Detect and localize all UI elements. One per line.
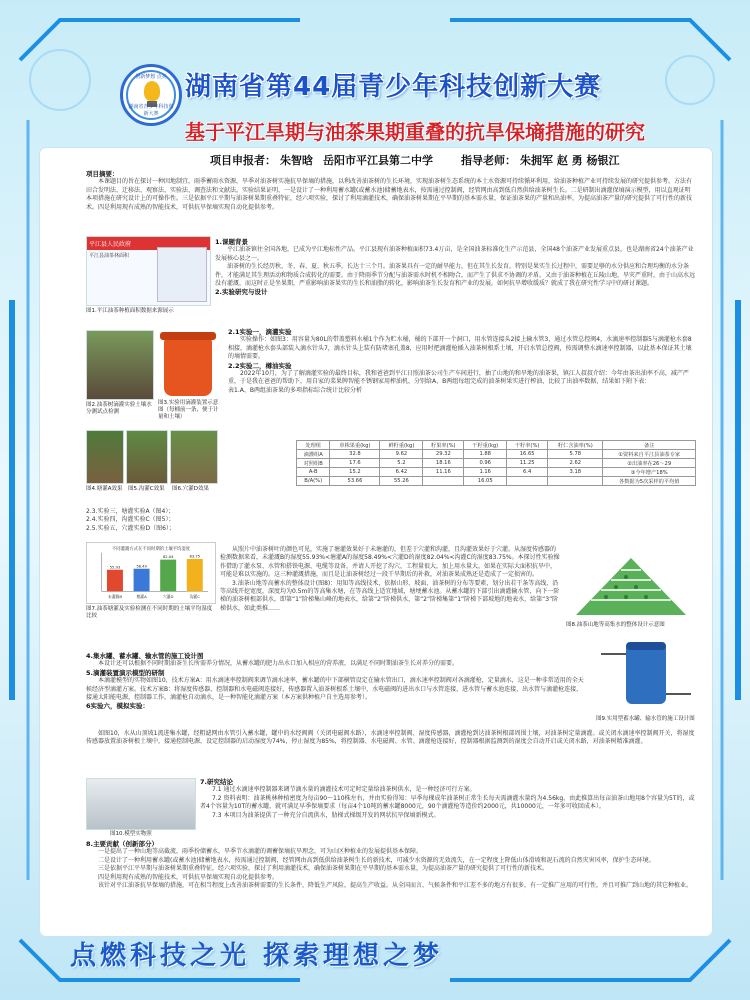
table-header-cell: 单株果重(kg) — [330, 441, 380, 450]
fig2-caption: 图2.油茶树滴灌实验土壤水分测试点检测 — [86, 402, 152, 415]
footer-slogan: 点燃科技之光 探索理想之梦 — [70, 941, 444, 971]
table-cell: 5.2 — [380, 459, 423, 468]
fig3-bucket-image — [158, 326, 218, 398]
fig6-caption: 图6.穴灌D效果 — [172, 486, 209, 492]
s73: 7.3 本项目为油茶提供了一种充分自流供水，肋梯式梯级开发的网状抗旱保墒新模式。 — [212, 811, 440, 819]
table-cell: 2.62 — [548, 459, 603, 468]
school-name: 岳阳市平江县第二中学 — [323, 154, 433, 167]
s1-p1: 平江油茶镇往全国各地，已成为平江地标性产品。平江县现有油茶种植面积73.4万亩，是全国油茶标准化生产示范县，全国48个油茶产业发展重点县，也是湖南省24个油茶产业发展核心县之一。 — [215, 246, 694, 262]
chart-value-label: 83.75 — [189, 554, 201, 559]
table-cell: 9.62 — [380, 450, 423, 459]
table-header-row — [297, 441, 696, 450]
abstract-section — [86, 170, 696, 212]
table-row — [297, 459, 696, 468]
fig7-caption: 图7.油茶塘灌及实验检测在不同时期的土壤平均湿度比较 — [86, 606, 213, 619]
chart-value-label: 55.93 — [109, 565, 121, 570]
table-cell: 6.4 — [507, 468, 548, 477]
s4-heading: 4.集水罐、蓄水罐、输水管的施工设计图 — [86, 652, 204, 660]
contest-title: 湖南省第44届青少年科技创新大赛 — [185, 72, 602, 102]
simulation-section — [86, 730, 696, 747]
table-cell — [507, 477, 548, 486]
table-cell: ②出油率在26～29 — [603, 459, 696, 468]
table-cell: 16.65 — [507, 450, 548, 459]
fig5-photo — [126, 430, 168, 484]
table-cell: ①资料来自平江县油茶专家 — [603, 450, 696, 459]
data-table — [296, 440, 696, 486]
advisor-label: 指导老师： — [461, 154, 516, 167]
s2-heading: 2.实验研究与设计 — [215, 288, 268, 297]
fig6-photo — [170, 430, 218, 484]
s1-heading: 1.课题背景 — [215, 238, 248, 246]
advisor-names: 朱拥军 赵 勇 杨银江 — [520, 154, 620, 167]
fig1-doc-header: 平江县人民政府 — [87, 237, 210, 250]
fig5-caption: 图5.沟灌C效果 — [128, 486, 165, 492]
fig9-tank-diagram — [596, 634, 696, 714]
bucket-lid — [160, 332, 216, 340]
table-cell: 29.32 — [423, 450, 464, 459]
table-row — [297, 477, 696, 486]
s21-text: 实验操作：如图3：用容量为80L的带盖塑料水桶1个作为贮水桶，桶的下部开一个洞口，用水管连接头2接上输水管3，通过水管总控阀4，水滴速率控制器5与滴灌枪水套8相接，滴灌枪水套头部装入滴水针头7，滴水针头上装有防堵塞孔盖8，应用时把滴灌枪插入油茶树根系土壤，开启水管总控阀，按需调整水滴速率控制器，以此基本保证其土壤的墒情需要。 — [228, 336, 692, 361]
abstract-heading: 项目摘要： — [86, 170, 119, 178]
s23: 2.3.实验三，塘灌实验A（图4）； — [86, 508, 175, 515]
table-header-cell: 籽仁含油率(%) — [548, 441, 603, 450]
fig1-inset — [157, 247, 207, 302]
table-cell: 17.6 — [330, 459, 380, 468]
fig4-photo — [86, 430, 124, 484]
fig4-caption: 图4.塘灌A效果 — [86, 486, 123, 492]
applicant-names: 朱智晗 — [280, 154, 313, 167]
table-cell: 55.26 — [380, 477, 423, 486]
s8-1: 一是提出了一种山地等高截流，雨季扮储蓄水，旱季节水滴灌的调蓄保墒抗旱理念，可为山区种植业的发展提供基本保障。 — [98, 848, 423, 856]
abstract-text: 本课题目的旨在探讨一种因地制宜，雨季蓄雨水资源，旱季对油茶树实施抗旱保墒的措施，以利改善油茶树的生长环境，实现油茶树生态系统的本土水资源可持续循环利用，给油茶种植产业可持续发展的研究提供参考。方法有田合发明法、迁移法、观察法、实验法、调查法和文献法。实验结果证明，一是设计了一种利用蓄水罐(或蓄水池)储蓄地表水，按需通过控制阀，经管网由高到低自然供给油茶树生长。二是研制出滴灌保墒演示模型，用以直观证明本项措施在研究设计上的可操作性。三是依据平江平期与油茶树果期重叠特征，经六项实验，探讨了利用滴灌技术，确保油茶树果期在平旱期的基本需水量，保证油茶果的产量和出油率，为提高油茶产量的研究提供了可行性的新技术。四是利用现有成熟的智能技术，可供抗旱保墒实现自动化提供参考。 — [86, 178, 693, 211]
table-cell: 18.16 — [423, 459, 464, 468]
table-header-cell: 处理组 — [297, 441, 330, 450]
table-cell: 5.78 — [548, 450, 603, 459]
table-cell: 32.8 — [330, 450, 380, 459]
contest-logo — [120, 64, 182, 126]
chart-value-label: 58.49 — [136, 564, 147, 569]
s8-heading: 8.主要贡献（创新部分） — [86, 840, 158, 848]
design-section — [86, 652, 586, 711]
table-header-cell: 鲜籽重(kg) — [380, 441, 423, 450]
s24: 2.4.实验四，沟灌实验C（图5）； — [86, 516, 175, 524]
s3-text: 3.油茶山地等高蓄水的整体设计(图8)：用知等高线技术，依据山形、坡面、油茶树的分布等要素，划分出若干条等高线，沿等高线开挖宽度，深度均为0.5m的等高集水塘，在等高线上适宜地域，塘埂蓄水池。从蓄水罐的下部引出滴灌输水管，向下一阶梯的油茶树根部供水，即第“1”阶梯集山峰的地表水，给第“2”阶梯供水，第“2”阶梯集第“1”阶梯下部坡地的地表水，给第“3”阶梯供水，如此类推…… — [220, 579, 560, 612]
table-cell: 11.25 — [507, 459, 548, 468]
fig9-caption: 图9.实用型蓄水罐、输水管的施工设计图 — [596, 716, 695, 722]
experiments-list — [86, 508, 286, 533]
s21-heading: 2.1实验一，滴灌实验 — [228, 328, 292, 336]
table-cell: 3.18 — [548, 468, 603, 477]
table-cell: 53.66 — [330, 477, 380, 486]
background-section — [215, 238, 695, 297]
fig8-caption: 图8.油茶山地等高集水的整体设计示意图 — [566, 622, 665, 628]
chart-bar — [160, 560, 176, 592]
table-cell: 11.16 — [423, 468, 464, 477]
fig1-caption: 图1.平江油茶种植面积数据来源展示 — [86, 308, 174, 314]
s5-text: 本滴灌模型的实物如图10，技术方案A：用水滴速率控制阀来调节滴水速率，蓄水罐的中下部横管设定在输水管出口，滴水速率控制阀对各滴灌枪，定量滴水，这是一种非常适用的全天候经济型滴灌方案。技术方案B：将湿度传感器、控制器和水电磁阀连接好，传感器置入油茶树根系土壤中，水电磁阀的进出水口与水管连接，进水管与蓄水池连接，出水管与滴灌枪连接，接通太阳能电源，控制器工作，滴灌枪自动滴水，是一种智能化滴灌方案（本方案供种植户自主选用参考）。 — [86, 677, 584, 702]
chart-title: 不同灌溉方式在不同时期的土壤平均湿度 — [111, 546, 191, 552]
lightbulb-icon — [144, 81, 160, 101]
fig10-caption: 图10.模型实物照 — [110, 831, 152, 837]
table-header-cell: 备注 — [603, 441, 696, 450]
table-cell: 对照组B — [297, 459, 330, 468]
s7-heading: 7.研究结论 — [200, 778, 233, 786]
s5-heading: 5.滴灌装置演示模型的研制 — [86, 668, 165, 677]
s72: 7.2 资料表明：油茶桃林种植密度为每亩90～110株左右，并由实验得知：早季每棵成年油茶树正常生长每天需滴灌水量约为4.56kg，由此推算出每亩油茶山地用8个容量为5T的，或者4个容量为10T的蓄水罐，就可满足早季保墒要求（每亩4个10吨的蓄水罐8000元，90个滴灌枪等造价约2000元，共10000元，一年多可收回成本）。 — [200, 794, 695, 811]
s8-2: 二是设计了一种利用蓄水罐(或蓄水池)储蓄地表水，按需通过控制阀，经管网由高到低供给油茶树生长的新技术，可减少水资源的无效流失，在一定程度上降低山体滑坡和泥石流的自然灾害风率，保护生态环境。 — [98, 856, 655, 864]
project-title: 基于平江旱期与油茶果期重叠的抗旱保墒措施的研究 — [185, 120, 645, 144]
table-cell: 滴灌组A — [297, 450, 330, 459]
chart-category-label: 塘灌A — [136, 594, 147, 600]
table-header-cell: 干籽率(%) — [507, 441, 548, 450]
s22-heading: 2.2实验二，樽油实验 — [228, 361, 292, 370]
table-row — [297, 468, 696, 477]
table-row — [297, 450, 696, 459]
table-cell: ③今年增产18% — [603, 468, 696, 477]
applicant-line — [210, 152, 624, 168]
chart-bar — [107, 570, 123, 592]
analysis-p1: 从照片中油茶树叶的颜色可见，实施了塘灌效果好于未塘灌的，但差于穴灌和沟灌，且沟灌效果好于穴灌。从湿度传感器的检测数据来看，未灌溉B的湿度55.93%<塘灌A的湿度58.49%<穴灌D的湿度82.04%<沟灌C的湿度83.75%。本探讨性实验操作借助了灌水泵、水管和搭铁电源、电缆等设备，并请人开挖了沟穴，工程量很大，加上用水量大，如果在实际大面积抗旱中，可能是难以实施的。这三种灌溉措施，而且是让油茶树经过一段干旱期后的补救，对油茶果成熟还是造成了一定损害的。 — [220, 546, 560, 579]
chart-bar — [187, 559, 203, 591]
fig1-document-image — [86, 236, 211, 306]
s25: 2.5.实验五，穴灌实验D（图6）； — [86, 524, 175, 532]
s71: 7.1 通过水滴速率控制器来调节滴水量的滴灌技术可定时定量给油茶树供水，是一种经济可行方案。 — [212, 786, 476, 794]
table-cell: 6.42 — [380, 468, 423, 477]
table-header-cell: 干籽重(kg) — [464, 441, 507, 450]
table-header-cell: 籽果率(%) — [423, 441, 464, 450]
table-cell: 15.2 — [330, 468, 380, 477]
table-cell: 16.05 — [464, 477, 507, 486]
bucket-shape — [164, 338, 212, 396]
fig2-photo — [86, 330, 154, 400]
s8-3: 三是依据平江平旱期与油茶树果期重叠特征，经六项实验，探讨了利用滴灌技术，确保油茶树果期在平旱期的基本需水量，为提高油茶产量的研究提供了可行性的新技术。 — [98, 865, 549, 873]
table-cell — [548, 477, 603, 486]
s8-5: 该针对平江油茶抗旱保墒的措施，可在相当程度上改善油茶树需要的生长条件，降低生产风险，提高生产收益。从全国而言，气候条件和平江差不多的地方有很多，有一定推广应用的可行性，并且可推广到山地的其它种植业。 — [98, 882, 693, 890]
s1-p2: 油茶树的生长经历秋、冬、春、夏、秋五季，长达十三个月。油茶果具有一定的耐旱能力，但在其生长发育，特别是果实生长过程中，需要足够的水分供应和合理均衡的水分条件，才能满足其生理活动和物质合成转化的需要。由于降雨季节分配与油茶需水时机不相吻合，而产生了供求不协调的矛盾。又由于油茶种植在丘陵山地，旱灾严重时，由于山高水远没有灌溉，而这时正是坐果期，严重影响油茶果实的生长和油脂的转化，影响油茶生长发育和产业的发展。如何抗旱增收缓质？就成了我在研究性学习中的研讨课题。 — [215, 263, 696, 288]
experiment-section — [228, 328, 696, 395]
s22-text: 2022年10月，为了了解滴灌实验的最终目标，我和爸爸到平江日照油茶公司生产车间进行，抽了山地的和旱地的油茶果，镇江人叔叔介绍：今年由茶出油率不高，减产严重，于是我在爸爸的帮助下，用自家的菜果牌智能不锈钢家用榨油机，分别给A、B两组每组完成的油茶树果实进行榨油，比较了出油率数据，结果如下附下表： — [228, 370, 689, 386]
table-cell: 1.88 — [464, 450, 507, 459]
table-caption: 表1.A、B两组油茶果的多项指标综合统计比较分析 — [228, 386, 362, 394]
logo-text-top: 创新梦想 点亮 — [135, 74, 167, 80]
table-cell: 各数据为5次采样的平均值 — [603, 477, 696, 486]
analysis-section — [220, 546, 560, 613]
logo-text-bottom: 湖南省青少年科技创新大赛 — [128, 104, 174, 117]
table-cell: 1.16 — [464, 468, 507, 477]
table-cell: A-B — [297, 468, 330, 477]
chart-category-label: 未灌溉B — [107, 594, 123, 600]
s6-heading: 6实验六，模拟实验： — [86, 702, 150, 711]
table-cell — [423, 477, 464, 486]
fig10-model-photo — [86, 778, 196, 830]
fig3-caption: 图3.实验用滴灌装置示意图（每桶前一条，便于计量和土壤） — [158, 400, 219, 420]
chart-bar — [134, 569, 150, 592]
humidity-bar-chart — [86, 542, 216, 604]
chart-category-label: 穴灌D — [162, 594, 174, 600]
s6-text: 如图10，水从山顶坡1流进集水罐，经粗滤网由水管引入蓄水罐，罐中的水经阀阀（关闭电磁阀水路），水滴速率控制阀、湿度传感器，滴灌枪到达油茶树根部周围土壤，对油茶树定量滴灌。或关闭水滴速率控制阀开关，将湿度传感器放置油茶树根土壤中，接通控制电源，设定控制器的启动湿度为74%，停止湿度为85%，将控制器、水电磁阀、水管、滴灌枪连接好，控制器根据监测到的湿度会自动开启或关闭水路，对油茶树精准滴灌。 — [86, 730, 695, 746]
table-cell: 0.96 — [464, 459, 507, 468]
fig8-terrace-diagram — [566, 550, 696, 620]
applicant-label: 项目申报者： — [210, 154, 276, 167]
fig1-doc-text: 平江县油茶林面积 — [89, 253, 130, 259]
s8-4: 四是利用现有成熟的智能技术，可供抗旱保墒实现自动化提供参考。 — [98, 873, 279, 881]
chart-category-label: 沟灌C — [189, 594, 201, 600]
table-cell: B/A(%) — [297, 477, 330, 486]
s4-text: 本设计还可以根据不同时期油茶生长所需养分情况，从蓄水罐的肥力出水口加入相应的营养液，以满足不同时期油茶生长对养分的需要。 — [98, 660, 459, 668]
contribution-section — [86, 840, 696, 890]
chart-value-label: 82.04 — [162, 555, 174, 560]
conclusion-section — [200, 778, 696, 820]
